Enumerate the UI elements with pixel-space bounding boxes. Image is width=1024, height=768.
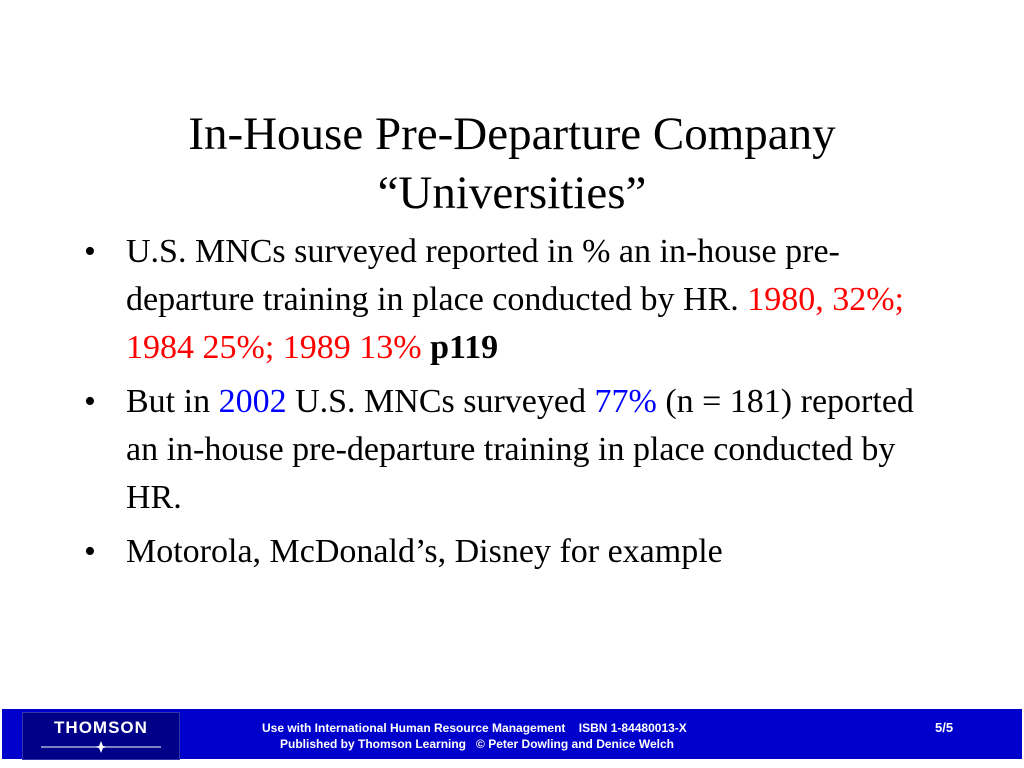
bullet-2-text-middle: U.S. MNCs surveyed — [286, 383, 595, 420]
star-icon — [23, 741, 179, 753]
bullet-item-1 — [84, 228, 944, 372]
title-line-2: “Universities” — [377, 167, 647, 220]
bullet-2-year: 2002 — [218, 383, 287, 420]
bullet-item-2 — [84, 378, 944, 522]
slide-title — [40, 105, 984, 223]
bullet-2-text-start: But in — [126, 383, 219, 420]
bullet-1-text: U.S. MNCs surveyed reported in % an in-house pre-departure training in place conducted by HR. — [126, 233, 840, 318]
bullet-list — [84, 228, 944, 582]
page-number: 5/5 — [935, 720, 954, 735]
bullet-1-page-reference: p119 — [421, 329, 499, 366]
bullet-1-statistics: 1980, 32%; 1984 25%; 1989 13% — [126, 281, 905, 366]
thomson-logo — [22, 712, 180, 760]
bullet-2-text-end: (n = 181) reported an in-house pre-departure training in place conducted by HR. — [126, 383, 914, 516]
footer-line-2: Published by Thomson Learning © Peter Dowling and Denice Welch — [280, 737, 675, 751]
bullet-marker: • — [84, 233, 96, 270]
bullet-2-percent: 77% — [594, 383, 657, 420]
bullet-item-3 — [84, 528, 944, 576]
bullet-marker: • — [84, 383, 96, 420]
logo-text: THOMSON — [54, 718, 148, 737]
slide-footer — [0, 701, 1024, 768]
footer-credits — [262, 720, 822, 752]
bullet-3-text: Motorola, McDonald’s, Disney for example — [126, 533, 723, 570]
bullet-marker: • — [84, 533, 96, 570]
title-line-1: In-House Pre-Departure Company — [188, 108, 836, 161]
footer-line-1: Use with International Human Resource Management ISBN 1-84480013-X — [262, 721, 687, 735]
